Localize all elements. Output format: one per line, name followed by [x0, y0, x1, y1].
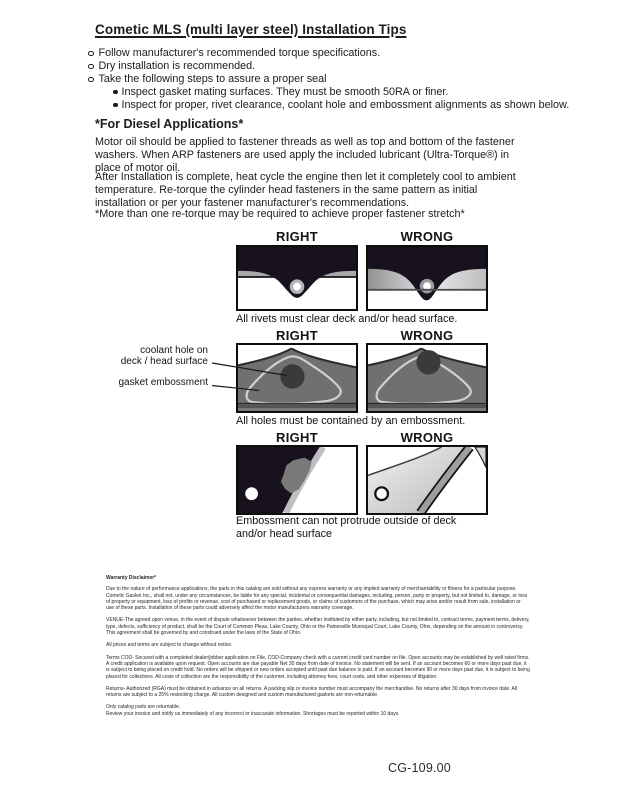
diesel-paragraph: Motor oil should be applied to fastener threads as well as top and bottom of the fastener washers. When ARP fasteners are used apply the included lubricant (Ultra-Torque®) in place of motor oil.: [95, 136, 515, 175]
hole-contained-right-art: [238, 345, 356, 411]
page-code: CG-109.00: [388, 761, 451, 775]
coolant-hole-label-line2: deck / head surface: [120, 356, 208, 367]
disclaimer-paragraph: VENUE-The agreed upon venue, in the event of dispute whatsoever between the parties, whether instituted by either party, including, but not limited to, contract terms, payment terms, delivery, type, defects, sufficiency of product, shall be the Court of Common Pleas, Lake County, Ohio or the Painesville Municipal Court, Lake County, Ohio, depending on the amount in controversy.: [106, 617, 530, 630]
list-item: [88, 60, 255, 73]
rivet-clear-right-art: [238, 247, 356, 309]
rivet-clear-right-diagram: [236, 245, 358, 311]
fig2-wrong-label: WRONG: [400, 328, 454, 343]
list-item: [88, 73, 327, 86]
disclaimer-paragraph: Only catalog parts are returnable.: [106, 704, 181, 711]
hole-contained-wrong-art: [368, 345, 486, 411]
list-item: [113, 99, 569, 112]
hole-contained-wrong-diagram: [366, 343, 488, 413]
disclaimer-heading: Warranty Disclaimer*: [106, 575, 157, 581]
hole-contained-right-diagram: [236, 343, 358, 413]
embossment-right-diagram: [236, 445, 358, 515]
list-item: [88, 47, 380, 60]
fig2-right-label: RIGHT: [276, 328, 318, 343]
fig3-caption: Embossment can not protrude outside of deck and/or head surface: [236, 515, 457, 540]
disclaimer-paragraph: Review your invoice and notify us immediately of any incorrect or inaccurate information. Shortages must be reported within 10 days.: [106, 710, 400, 717]
disclaimer-paragraph: Terms COD- Secured with a completed dealer/jobber application on File, COD-Company check with a current credit card number on file. Open accounts may be established by well rated firms. A credit application is available upon request. Open accounts are due payable Net 30 days from date of invoice. No statement will be sent. If an account becomes 60 or more days past due, it is subject to being placed on credit hold. No orders will be shipped or new orders accepted until past due balance is paid. If an account becomes 90 or more days past due, it is subject to being placed for collections. All costs of collection are the responsibility of the customer, including attorney fees, court costs, and other expenses of litigation.: [106, 654, 530, 680]
gasket-embossment-label: gasket embossment: [118, 377, 208, 388]
bullet-text: Inspect for proper, rivet clearance, coolant hole and embossment alignments as shown below.: [121, 99, 570, 111]
fig3-wrong-label: WRONG: [400, 430, 454, 445]
page-title: Cometic MLS (multi layer steel) Installation Tips: [95, 22, 407, 37]
embossment-right-art: [238, 447, 356, 513]
list-item: [113, 86, 448, 99]
fig1-caption: All rivets must clear deck and/or head surface.: [236, 313, 458, 325]
embossment-wrong-art: [368, 447, 486, 513]
rivet-clear-wrong-diagram: [366, 245, 488, 311]
disclaimer-paragraph: Returns- Authorized (RGA) must be obtained in advance on all returns. A packing slip or invoice number must accompany the merchandise. No returns after 30 days from invoice date. All returns are subject to a 25% restocking charge. All custom designed and custom manufactured gaskets are non-returnable.: [106, 685, 518, 699]
bullet-dot-icon: [113, 103, 118, 108]
coolant-hole-label-line1: coolant hole on: [140, 345, 208, 356]
rivet-clear-wrong-art: [368, 247, 486, 309]
disclaimer-paragraph: Due to the nature of performance applications, the parts in this catalog are sold without any express warranty or any implied warranty of merchantability or fitness for a particular purpose. Cometic Gasket Inc., shall not, under any circumstances, be liable for any special, incidental or consequential damages, including, person, party or property, but not limited to, damage, or loss of property or equipment, loss of profits or revenue, cost of purchased or replacement goods, or claims of customers of the purchase, which may arise and/or result from sale, installation or use of these parts. Installation of these parts could adversely affect the motor manufacturers warranty coverage.: [106, 586, 528, 612]
embossment-wrong-diagram: [366, 445, 488, 515]
diesel-heading: *For Diesel Applications*: [95, 117, 244, 131]
bullet-circle-icon: [88, 51, 94, 57]
diesel-paragraph: After Installation is complete, heat cycle the engine then let it completely cool to ambient temperature. Re-torque the cylinder head fasteners in the same pattern as initial installation or per your fastener manufacturer's recommendations.: [95, 171, 516, 210]
bullet-circle-icon: [88, 77, 94, 83]
disclaimer-paragraph: This agreement shall be governed by and construed under the laws of the State of Ohio.: [106, 630, 302, 637]
warranty-disclaimer: [106, 575, 530, 723]
fig3-right-label: RIGHT: [276, 430, 318, 445]
bullet-text: Take the following steps to assure a proper seal: [98, 73, 327, 85]
fig2-caption: All holes must be contained by an embossment.: [236, 415, 466, 427]
disclaimer-paragraph: All prices and terms are subject to change without notice.: [106, 642, 233, 649]
bullet-text: Follow manufacturer's recommended torque specifications.: [98, 47, 381, 59]
bullet-circle-icon: [88, 64, 94, 70]
bullet-text: Inspect gasket mating surfaces. They must be smooth 50RA or finer.: [121, 86, 449, 98]
fig1-wrong-label: WRONG: [400, 229, 454, 244]
bullet-text: Dry installation is recommended.: [98, 60, 256, 72]
diesel-note: *More than one re-torque may be required to achieve proper fastener stretch*: [95, 208, 465, 220]
bullet-dot-icon: [113, 90, 118, 95]
fig1-right-label: RIGHT: [276, 229, 318, 244]
